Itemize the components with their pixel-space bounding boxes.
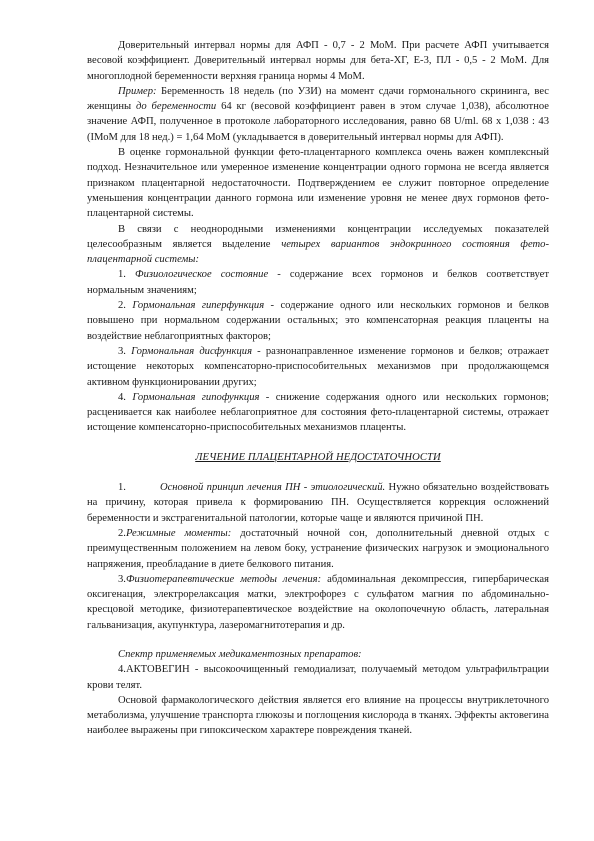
complex-approach-paragraph: В оценке гормональной функции фето-плацентарного комплекса очень важен комплексный подход. Незначительное или умеренное изменение концентрации одного гормона не всегда является признаком плацентарной недостаточности. Подтверждением ее служит повторное определение уменьшения концентрации данного гормона или изменение уровня не менее двух гормонов фето-плацентарной системы. bbox=[87, 147, 549, 220]
spacer bbox=[87, 633, 549, 647]
example-text-1: Беременность 18 недель (по УЗИ) на момент сдачи гормонального скрининга, вес женщины bbox=[87, 85, 549, 113]
example-text-2: 64 кг (весовой коэффициент равен в этом случае 1,038), абсолютное значение АФП, полученное в протоколе лабораторного исследования, равно 68 U/ml. 68 x 1,038 : 43 (IМоМ для 18 нед.) = 1,64 МоМ (укладывается в доверительный интервал нормы для АФП). bbox=[87, 101, 549, 143]
spectrum-heading bbox=[87, 647, 549, 662]
spectrum-label: Спектр применяемых медикаментозных препаратов: bbox=[118, 648, 362, 660]
treatment-emphasis: Физиотерапевтические методы лечения: bbox=[125, 573, 322, 585]
actovegin-paragraph bbox=[87, 662, 549, 693]
state-description: - снижение содержания одного или нескольких гормонов; расценивается как наиболее неблагоприятное для состояния фето-плацентарной системы, отражает истощение компенсаторно-приспособительных механизмов плаценты. bbox=[87, 391, 549, 434]
treatment-emphasis: Основной принцип лечения ПН - этиологический. bbox=[159, 482, 386, 494]
state-item-4 bbox=[87, 390, 549, 436]
actovegin-number: 4. bbox=[118, 664, 126, 676]
state-description: - содержание всех гормонов и белков соответствует нормальным значениям; bbox=[87, 269, 550, 296]
state-name: Гормональная дисфункция bbox=[131, 345, 253, 357]
pharmacology-paragraph: Основой фармакологического действия является его влияние на процессы внутриклеточного метаболизма, улучшение транспорта глюкозы и поглощения кислорода в тканях. Эффекты актовегина наиболее выражены при гипоксическом характере повреждения тканей. bbox=[87, 694, 549, 737]
state-name: Физиологическое состояние bbox=[135, 269, 269, 281]
treatment-item-2 bbox=[87, 526, 549, 572]
treatment-number: 3. bbox=[118, 573, 126, 585]
variants-intro-text: В связи с неоднородными изменениями концентрации исследуемых показателей целесообразным является выделение bbox=[87, 223, 549, 250]
treatment-number: 1. bbox=[118, 482, 126, 494]
section-heading: ЛЕЧЕНИЕ ПЛАЦЕНТАРНОЙ НЕДОСТАТОЧНОСТИ bbox=[195, 451, 441, 463]
variants-intro-paragraph bbox=[87, 222, 549, 268]
treatment-number: 2. bbox=[118, 527, 126, 539]
state-item-1 bbox=[87, 267, 549, 298]
state-item-2 bbox=[87, 298, 549, 344]
state-description: - содержание одного или нескольких гормонов и белков повышено при нормальном содержании остальных; это компенсаторная реакция плаценты на воздействие неблагоприятных факторов; bbox=[87, 300, 549, 342]
afp-interval-paragraph: Доверительный интервал нормы для АФП - 0,7 - 2 МоМ. При расчете АФП учитывается весовой коэффициент. Доверительный интервал нормы для бета-ХГ, Е-3, ПЛ - 0,5 - 2 МоМ. Для многоплодной беременности верхняя граница нормы 4 МоМ. bbox=[87, 40, 549, 82]
treatment-text: достаточный ночной сон, дополнительный дневной отдых с преимущественным положением на левом боку, устранение физических нагрузок и эмоционального напряжения, преобладание в диете белкового питания. bbox=[87, 527, 549, 570]
state-number: 2. bbox=[118, 300, 126, 312]
treatment-text: Нужно обязательно воздействовать на причину, которая привела к формированию ПН. Осуществляется коррекция осложнений беременности и экстрагенитальной патологии, которые чаще и являются причиной ПН. bbox=[87, 482, 549, 524]
treatment-item-1 bbox=[87, 480, 549, 526]
treatment-item-3 bbox=[87, 572, 549, 633]
state-number: 3. bbox=[118, 345, 126, 357]
state-number: 4. bbox=[118, 391, 126, 403]
example-paragraph bbox=[87, 84, 549, 145]
state-description: - разнонаправленное изменение гормонов и белков; отражает истощение некоторых компенсаторно-приспособительных механизмов при продолжающемся активном функционировании других; bbox=[87, 345, 549, 388]
variants-intro-emphasis: четырех вариантов эндокринного состояния фето-плацентарной системы: bbox=[87, 238, 549, 266]
actovegin-text: - высокоочищенный гемодиализат, получаемый методом ультрафильтрации крови телят. bbox=[87, 664, 549, 691]
actovegin-name: АКТОВЕГИН bbox=[125, 664, 190, 676]
state-name: Гормональная гиперфункция bbox=[132, 300, 265, 312]
state-name: Гормональная гипофункция bbox=[132, 391, 260, 403]
example-emphasis: до беременности bbox=[136, 101, 217, 113]
state-item-3 bbox=[87, 344, 549, 390]
state-number: 1. bbox=[118, 269, 126, 281]
treatment-text: абдоминальная декомпрессия, гипербарическая оксигенация, электрорелаксация матки, электрофорез с сульфатом магния по абдоминально-кресцовой методике, физиотерапевтическое воздействие на околопочечную область, латеральная гальванизация, акупунктура, лазеромагнитотерапия и др. bbox=[87, 573, 549, 631]
treatment-emphasis: Режимные моменты: bbox=[125, 527, 232, 539]
document-page bbox=[87, 38, 549, 739]
example-label: Пример: bbox=[118, 85, 157, 97]
